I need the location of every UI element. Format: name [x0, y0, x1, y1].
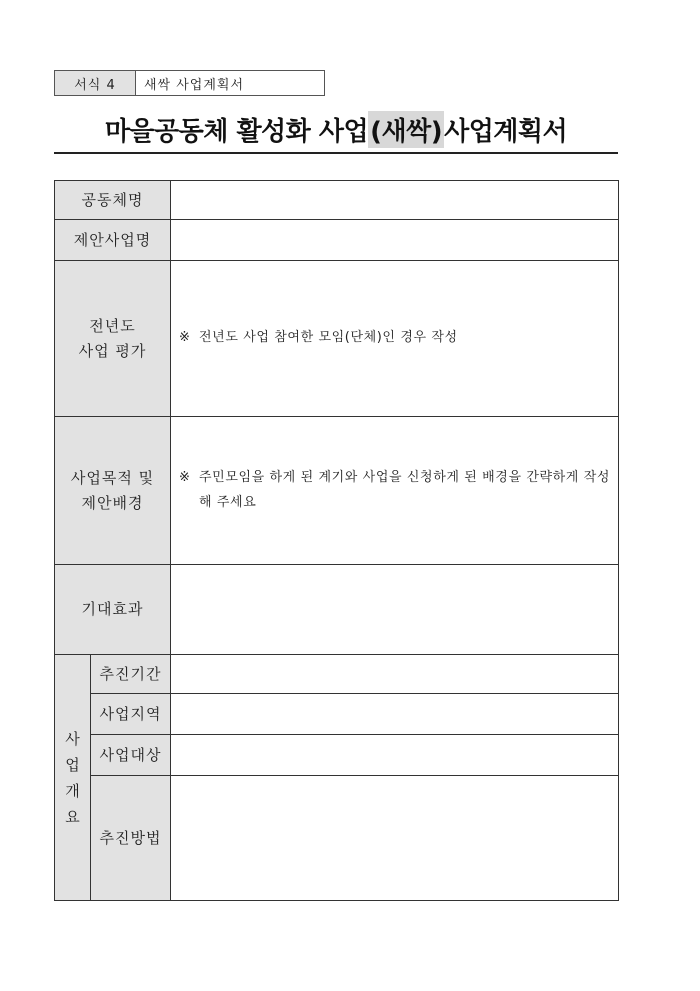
purpose-field[interactable] — [171, 417, 619, 565]
community-name-label: 공동체명 — [55, 181, 171, 220]
title-underline — [54, 152, 618, 154]
row-community-name — [55, 181, 619, 220]
period-field[interactable] — [171, 655, 619, 694]
document-title — [54, 110, 618, 148]
business-plan-table — [54, 180, 619, 901]
reference-mark: ※ — [179, 330, 191, 345]
overview-char: 요 — [65, 807, 80, 826]
target-label: 사업대상 — [91, 735, 171, 776]
effect-label: 기대효과 — [55, 565, 171, 655]
proposal-name-field[interactable] — [171, 220, 619, 261]
target-field[interactable] — [171, 735, 619, 776]
prev-eval-label-line2: 사업 평가 — [78, 341, 147, 360]
overview-char: 사 — [65, 729, 80, 748]
method-field[interactable] — [171, 776, 619, 901]
effect-field[interactable] — [171, 565, 619, 655]
form-name: 새싹 사업계획서 — [144, 77, 245, 93]
title-highlight: (새싹) — [368, 111, 444, 148]
purpose-label-line1: 사업목적 및 — [70, 468, 155, 487]
row-method — [55, 776, 619, 901]
overview-side-label — [55, 655, 91, 901]
prev-eval-field[interactable] — [171, 261, 619, 417]
row-area — [55, 694, 619, 735]
row-target — [55, 735, 619, 776]
purpose-note — [171, 417, 618, 515]
area-field[interactable] — [171, 694, 619, 735]
row-effect — [55, 565, 619, 655]
period-label: 추진기간 — [91, 655, 171, 694]
row-purpose — [55, 417, 619, 565]
purpose-label — [55, 417, 171, 565]
prev-eval-note-text: 전년도 사업 참여한 모임(단체)인 경우 작성 — [199, 330, 458, 345]
form-number-tag — [54, 70, 325, 96]
row-prev-eval — [55, 261, 619, 417]
proposal-name-label: 제안사업명 — [55, 220, 171, 261]
prev-eval-label — [55, 261, 171, 417]
reference-mark: ※ — [179, 470, 191, 485]
overview-char: 개 — [65, 781, 80, 800]
community-name-field[interactable] — [171, 181, 619, 220]
prev-eval-note — [171, 261, 618, 350]
purpose-label-line2: 제안배경 — [81, 493, 144, 512]
row-proposal-name — [55, 220, 619, 261]
method-label: 추진방법 — [91, 776, 171, 901]
row-period — [55, 655, 619, 694]
purpose-note-text: 주민모임을 하게 된 계기와 사업을 신청하게 된 배경을 간략하게 작성해 주세요 — [199, 470, 611, 510]
title-suffix: 사업계획서 — [444, 116, 568, 147]
form-number: 서식 4 — [55, 71, 136, 95]
prev-eval-label-line1: 전년도 — [89, 316, 136, 335]
overview-char: 업 — [65, 755, 80, 774]
area-label: 사업지역 — [91, 694, 171, 735]
title-main: 마을공동체 활성화 사업 — [104, 116, 369, 147]
